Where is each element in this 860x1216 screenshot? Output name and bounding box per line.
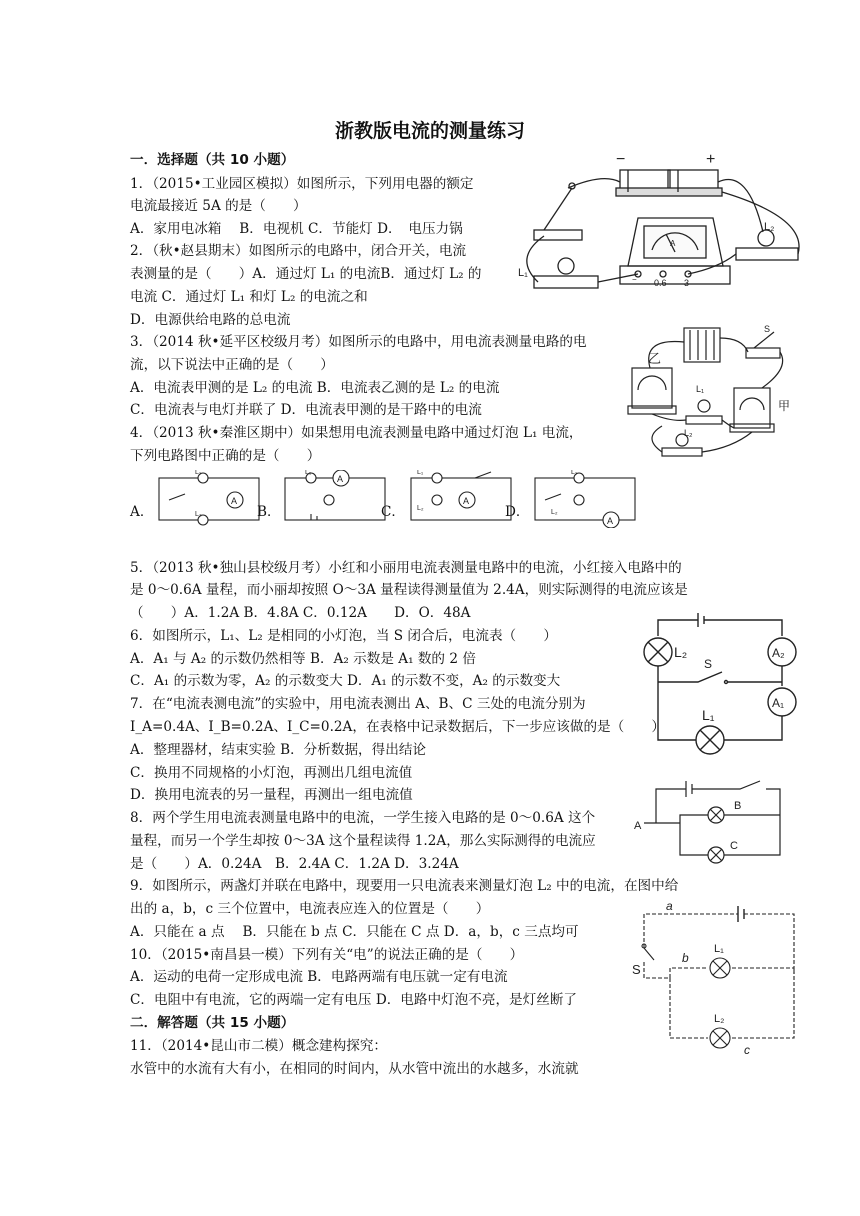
q6-circuit-figure	[638, 610, 800, 756]
svg-text:L₁: L₁	[195, 470, 202, 476]
battery-minus-label: −	[616, 151, 626, 168]
question-line: 下列电路图中正确的是（ ）	[130, 448, 321, 464]
question-line: A．A₁ 与 A₂ 的示数仍然相等 B．A₂ 示数是 A₁ 数的 2 倍	[130, 651, 476, 667]
q9-l2-label: L₂	[714, 1013, 725, 1025]
svg-text:A: A	[337, 474, 344, 484]
point-c-label: C	[730, 840, 738, 852]
q4-circuit-d	[535, 470, 635, 528]
svg-text:L₁: L₁	[305, 470, 312, 476]
question-line: 电流 C．通过灯 L₁ 和灯 L₂ 的电流之和	[130, 289, 368, 305]
question-line: 是 0～0.6A 量程，而小丽却按照 O～3A 量程读得测量值为 2.4A，则实际测得的电流应该是	[130, 582, 688, 598]
section-heading: 二．解答题（共 15 小题）	[130, 1015, 295, 1031]
question-line: 6．如图所示，L₁、L₂ 是相同的小灯泡，当 S 闭合后，电流表（ ）	[130, 628, 557, 644]
question-line: 8．两个学生用电流表测量电路中的电流，一学生接入电路的是 0～0.6A 这个	[130, 810, 596, 826]
q6-a1-label: A₁	[772, 696, 785, 710]
svg-text:L₂: L₂	[417, 505, 424, 512]
question-line: D．电源供给电路的总电流	[130, 312, 291, 328]
q3-lamp-l1: L₁	[696, 384, 705, 394]
question-line: 7．在“电流表测电流”的实验中，用电流表测出 A、B、C 三处的电流分别为	[130, 696, 586, 712]
point-a-label: a	[666, 899, 673, 913]
q3-switch-label: S	[764, 324, 771, 334]
question-line: D．换用电流表的另一量程，再测出一组电流值	[130, 787, 413, 803]
svg-text:L₂: L₂	[195, 511, 202, 518]
ammeter-a-label: A	[670, 239, 676, 248]
question-line: 流，以下说法中正确的是（ ）	[130, 357, 334, 373]
svg-text:A: A	[463, 496, 470, 506]
question-line: A．电流表甲测的是 L₂ 的电流 B．电流表乙测的是 L₂ 的电流	[130, 380, 500, 396]
question-line: A．整理器材，结束实验 B．分析数据，得出结论	[130, 742, 427, 758]
q3-circuit-figure	[622, 318, 792, 463]
ammeter-06-terminal: 0.6	[654, 278, 667, 288]
question-line: 表测量的是（ ）A．通过灯 L₁ 的电流B．通过灯 L₂ 的	[130, 266, 482, 282]
q4-options-figure	[155, 470, 655, 528]
question-line: 4．（2013 秋•秦淮区期中）如果想用电流表测量电路中通过灯泡 L₁ 电流，	[130, 425, 583, 441]
battery-plus-label: +	[706, 151, 716, 168]
q9-switch-label: S	[632, 962, 641, 977]
point-b-label: B	[734, 800, 742, 812]
ammeter-minus-terminal: −	[632, 275, 637, 284]
ammeter-jia-label: 甲	[778, 399, 791, 413]
question-line: 量程，而另一个学生却按 0～3A 这个量程读得 1.2A，那么实际测得的电流应	[130, 833, 596, 849]
question-line: 9．如图所示，两盏灯并联在电路中，现要用一只电流表来测量灯泡 L₂ 中的电流，在图中给	[130, 878, 679, 894]
svg-text:L₂: L₂	[551, 509, 558, 516]
question-line: C．换用不同规格的小灯泡，再测出几组电流值	[130, 765, 413, 781]
question-line: C．A₁ 的示数为零，A₂ 的示数变大 D．A₁ 的示数不变，A₂ 的示数变大	[130, 673, 561, 689]
q4-circuit-c	[411, 470, 511, 520]
ammeter-3-terminal: 3	[684, 278, 690, 288]
question-line: C．电阻中有电流，它的两端一定有电压 D．电路中灯泡不亮，是灯丝断了	[130, 992, 578, 1008]
q4-option-b: B．	[257, 504, 281, 520]
question-line: C．电流表与电灯并联了 D．电流表甲测的是干路中的电流	[130, 402, 482, 418]
section-heading: 一．选择题（共 10 小题）	[130, 152, 295, 168]
question-line: 出的 a，b，c 三个位置中，电流表应连入的位置是（ ）	[130, 901, 490, 917]
question-line: 11．（2014•昆山市二模）概念建构探究：	[130, 1038, 388, 1054]
question-line: 2．（秋•赵县期末）如图所示的电路中，闭合开关，电流	[130, 243, 467, 259]
point-b-label: b	[682, 951, 689, 965]
svg-text:L₁: L₁	[417, 470, 424, 476]
q4-circuit-b	[285, 470, 385, 520]
q4-option-d: D．	[505, 504, 530, 520]
q8-circuit-figure	[630, 775, 800, 870]
question-line: 5．（2013 秋•独山县校级月考）小红和小丽用电流表测量电路中的电流，小红接入电路中的	[130, 560, 682, 576]
lamp-l2-label: L₂	[764, 221, 775, 233]
question-line: 是（ ）A．0.24A B．2.4A C．1.2A D．3.24A	[130, 856, 459, 872]
q3-lamp-l2: L₂	[684, 428, 693, 438]
lamp-l1-label: L₁	[518, 267, 528, 279]
q6-switch-label: S	[704, 657, 713, 671]
question-line: 1．（2015•工业园区模拟）如图所示，下列用电器的额定	[130, 176, 474, 192]
question-line: I_A=0.4A、I_B=0.2A、I_C=0.2A，在表格中记录数据后，下一步应该做的是（ ）	[130, 719, 666, 735]
svg-text:A: A	[231, 496, 238, 506]
q4-option-c: C．	[381, 504, 405, 520]
svg-text:L₁: L₁	[571, 470, 578, 476]
question-line: A．	[130, 504, 154, 520]
question-line: （ ）A．1.2A B．4.8A C．0.12A D．O．48A	[130, 605, 471, 621]
q6-l2-label: L₂	[674, 644, 688, 660]
question-line: 电流最接近 5A 的是（ ）	[130, 198, 307, 214]
q9-l1-label: L₁	[714, 943, 724, 955]
question-line: A．运动的电荷一定形成电流 B．电路两端有电压就一定有电流	[130, 969, 508, 985]
question-line: 10．（2015•南昌县一模）下列有关“电”的说法正确的是（ ）	[130, 947, 524, 963]
q4-circuit-a	[159, 470, 259, 525]
page-title: 浙教版电流的测量练习	[334, 120, 525, 142]
question-line: 3．（2014 秋•延平区校级月考）如图所示的电路中，用电流表测量电路的电	[130, 334, 587, 350]
point-a-label: A	[634, 820, 642, 832]
point-c-label: c	[744, 1043, 750, 1057]
q6-a2-label: A₂	[772, 646, 785, 660]
svg-text:A: A	[607, 516, 614, 526]
q9-circuit-figure	[630, 898, 800, 1058]
question-line: 水管中的水流有大有小，在相同的时间内，从水管中流出的水越多，水流就	[130, 1061, 579, 1077]
q2-circuit-figure	[508, 148, 808, 303]
question-line: A．只能在 a 点 B．只能在 b 点 C．只能在 C 点 D．a，b，c 三点均可	[130, 924, 579, 940]
q6-l1-label: L₁	[702, 707, 715, 723]
question-line: A．家用电冰箱 B．电视机 C．节能灯 D． 电压力锅	[130, 221, 463, 237]
ammeter-yi-label: 乙	[648, 351, 662, 366]
